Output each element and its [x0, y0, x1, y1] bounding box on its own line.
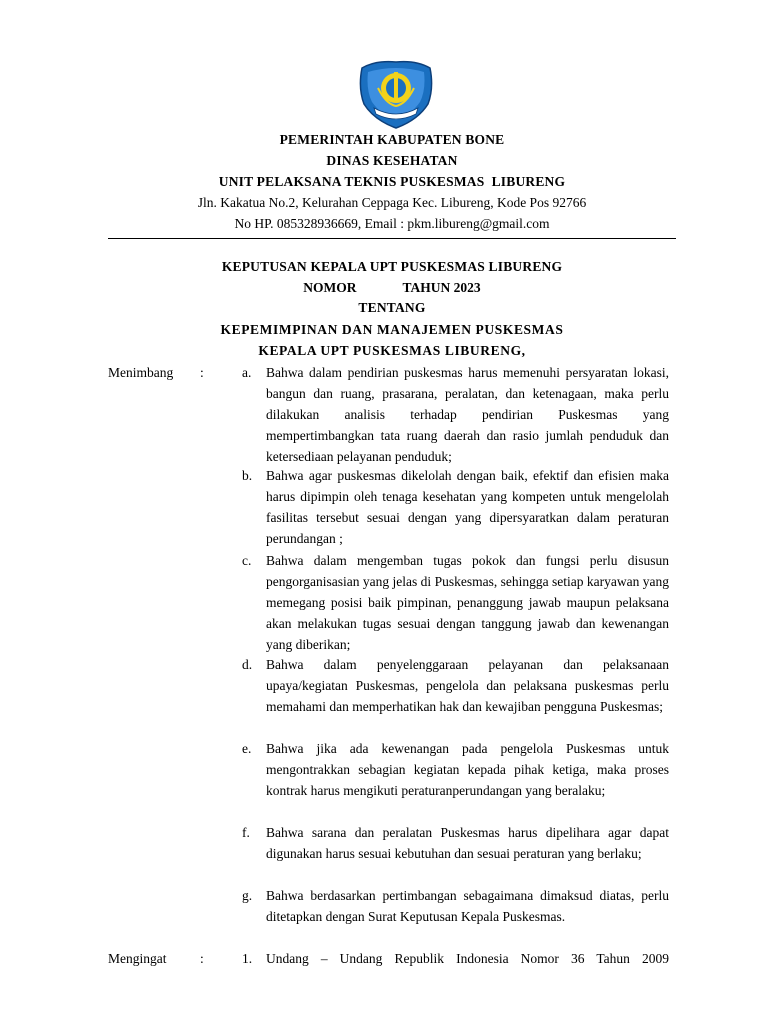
menimbang-item-d: Bahwa dalam penyelenggaraan pelayanan dan pelaksanaan upaya/kegiatan Puskesmas, pengelola dan pelaksana puskesmas perlu memahami dan memperhatikan hak dan kewajiban pengguna Puskesmas; [266, 657, 669, 714]
menimbang-item-b-marker: b. [242, 468, 253, 483]
menimbang-label: Menimbang [108, 365, 174, 380]
menimbang-item-a-marker: a. [242, 365, 252, 380]
menimbang-item-f-marker: f. [242, 825, 250, 840]
nomor-year: TAHUN 2023 [402, 280, 481, 295]
header-department: DINAS KESEHATAN [326, 153, 458, 168]
header-address: Jln. Kakatua No.2, Kelurahan Ceppaga Kec. Libureng, Kode Pos 92766 [197, 195, 587, 210]
header-contact: No HP. 085328936669, Email : pkm.libureng@gmail.com [234, 216, 550, 231]
letterhead-divider [108, 238, 676, 239]
menimbang-item-e-marker: e. [242, 741, 252, 756]
menimbang-item-c: Bahwa dalam mengemban tugas pokok dan fungsi perlu disusun pengorganisasian yang jelas di Puskesmas, sehingga setiap karyawan yang memegang posisi baik pimpinan, penanggung jawab maupun pelaksana akan melakukan tugas sesuai dengan tanggung jawab dan kewenangan yang diberikan; [266, 553, 669, 652]
mengingat-label: Mengingat [108, 951, 167, 966]
menimbang-item-d-marker: d. [242, 657, 253, 672]
mengingat-colon: : [200, 951, 204, 966]
menimbang-item-e: Bahwa jika ada kewenangan pada pengelola Puskesmas untuk mengontrakkan sebagian kegiatan kepada pihak ketiga, maka proses kontrak harus mengikuti peraturanperundangan yang beralaku; [266, 741, 669, 798]
decree-number-line [0, 280, 768, 296]
decree-issuer: KEPALA UPT PUSKESMAS LIBURENG, [258, 343, 526, 358]
menimbang-item-g: Bahwa berdasarkan pertimbangan sebagaimana dimaksud diatas, perlu ditetapkan dengan Surat Keputusan Kepala Puskesmas. [266, 888, 669, 924]
menimbang-colon: : [200, 365, 204, 380]
tentang-label: TENTANG [358, 300, 426, 315]
menimbang-item-a: Bahwa dalam pendirian puskesmas harus memenuhi persyaratan lokasi, bangun dan ruang, prasarana, peralatan, dan ketenagaan, maka perlu dilakukan analisis terhadap pendirian Puskesmas yang mempertimbangkan tata ruang daerah dan rasio jumlah penduduk dan ketersediaan pelayanan penduduk; [266, 365, 669, 464]
menimbang-item-g-marker: g. [242, 888, 253, 903]
menimbang-item-b: Bahwa agar puskesmas dikelolah dengan baik, efektif dan efisien maka harus dipimpin oleh tenaga kesehatan yang kompeten untuk mengelolah fasilitas tersebut sesuai dengan yang dipersyaratkan dalam peraturan perundangan ; [266, 468, 669, 546]
decree-title: KEPUTUSAN KEPALA UPT PUSKESMAS LIBURENG [221, 259, 563, 274]
kabupaten-bone-emblem-logo [356, 58, 436, 130]
nomor-label: NOMOR [303, 280, 357, 295]
decree-subject: KEPEMIMPINAN DAN MANAJEMEN PUSKESMAS [220, 322, 564, 337]
header-government: PEMERINTAH KABUPATEN BONE [279, 132, 505, 147]
mengingat-item-1: Undang – Undang Republik Indonesia Nomor 36 Tahun 2009 [266, 951, 669, 966]
menimbang-item-f: Bahwa sarana dan peralatan Puskesmas harus dipelihara agar dapat digunakan harus sesuai kebutuhan dan sesuai peraturan yang berlaku; [266, 825, 669, 861]
menimbang-item-c-marker: c. [242, 553, 252, 568]
header-unit: UNIT PELAKSANA TEKNIS PUSKESMAS LIBURENG [218, 174, 566, 189]
mengingat-item-1-marker: 1. [242, 951, 253, 966]
